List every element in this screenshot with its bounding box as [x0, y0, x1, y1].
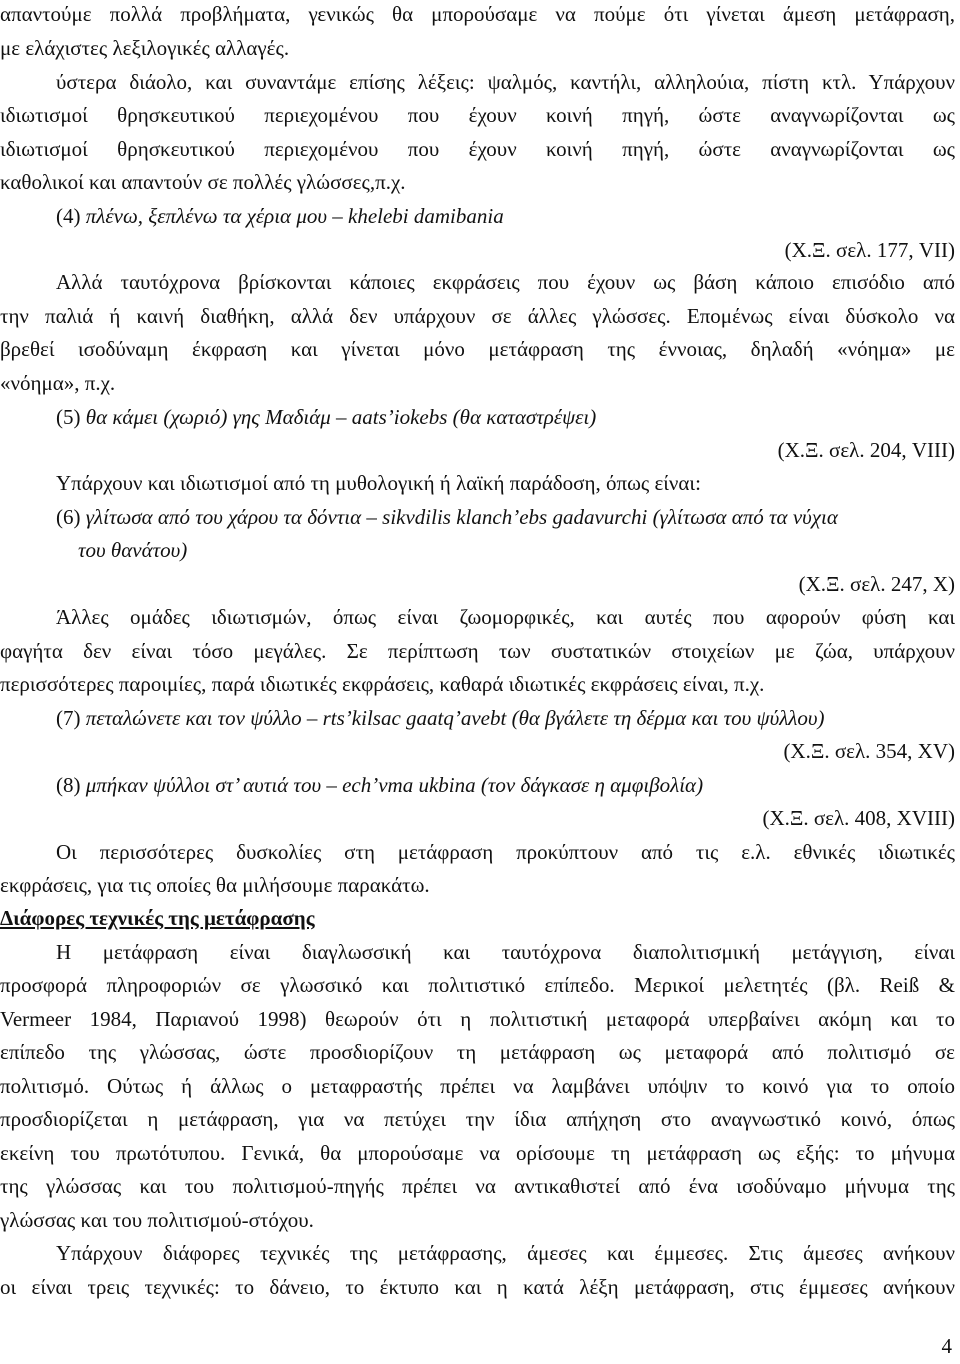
- text-line: Οι περισσότερες δυσκολίες στη μετάφραση προκύπτουν από τις ε.λ. εθνικές ιδιωτικές: [56, 840, 955, 864]
- text-run: (6): [56, 505, 86, 529]
- text-line: της γλώσσας και του πολιτισμού-πηγής πρέπει να αντικαθιστεί από ένα ισοδύναμο μήνυμα της: [0, 1174, 955, 1198]
- text-line: την παλιά ή καινή διαθήκη, αλλά δεν υπάρχουν σε άλλες γλώσσες. Επομένως είναι δύσκολο να: [0, 304, 955, 328]
- text-line: Υπάρχουν και ιδιωτισμοί από τη μυθολογική ή λαϊκή παράδοση, όπως είναι:: [56, 471, 701, 495]
- text-line: «νόημα», π.χ.: [0, 371, 116, 395]
- italic-phrase: πεταλώνετε και τον ψύλλο – rts’kilsac gaatq’avebt (θα βγάλετε τη δέρμα και του ψύλλου): [85, 706, 825, 730]
- text-line: Vermeer 1984, Παριανού 1998) θεωρούν ότι η πολιτιστική μεταφορά υπερβαίνει ακόμη και το: [0, 1007, 955, 1031]
- text-line-rich: ιδιωτισμοί θρησκευτικού περιεχομένου που έχουν κοινή πηγή, ώστε αναγνωρίζονται ως: [0, 103, 955, 127]
- example-reference: (Χ.Ξ. σελ. 408, XVIII): [762, 806, 955, 830]
- example-line: [56, 503, 955, 531]
- text-line: εκείνη του πρωτότυπου. Γενικά, θα μπορούσαμε να ορίσουμε τη μετάφραση ως εξής: το μήνυμα: [0, 1141, 955, 1165]
- text-line: Αλλά ταυτόχρονα βρίσκονται κάποιες εκφράσεις που έχουν ως βάση κάποιο επισόδιο από: [56, 270, 955, 294]
- text-run: (4): [56, 204, 86, 228]
- text-line: Υπάρχουν διάφορες τεχνικές της μετάφρασης, άμεσες και έμμεσες. Στις άμεσες ανήκουν: [56, 1241, 955, 1265]
- text-line: βρεθεί ισοδύναμη έκφραση και γίνεται μόνο μετάφραση της έννοιας, δηλαδή «νόημα» με: [0, 337, 955, 361]
- example-line: [56, 403, 955, 431]
- example-line-continued: του θανάτου): [78, 538, 188, 562]
- text-line: εκφράσεις, για τις οποίες θα μιλήσουμε παρακάτω.: [0, 873, 430, 897]
- text-line: περισσότερες παροιμίες, παρά ιδιωτικές εκφράσεις, καθαρά ιδιωτικές εκφράσεις είναι, π.χ.: [0, 672, 765, 696]
- text-run: (8): [56, 773, 86, 797]
- example-reference: (Χ.Ξ. σελ. 247, X): [798, 572, 955, 596]
- italic-phrase: θα κάμει (χωριό) γης Μαδιάμ – aats’iokebs (θα καταστρέψει): [85, 405, 597, 429]
- text-line: Άλλες ομάδες ιδιωτισμών, όπως είναι ζωομορφικές, και αυτές που αφορούν φύση και: [56, 605, 955, 629]
- text-line: γλώσσας και του πολιτισμού-στόχου.: [0, 1208, 314, 1232]
- section-heading: Διάφορες τεχνικές της μετάφρασης: [0, 906, 315, 930]
- example-reference: (Χ.Ξ. σελ. 177, VII): [784, 238, 955, 262]
- text-line: καθολικοί και απαντούν σε πολλές γλώσσες,π.χ.: [0, 170, 406, 194]
- example-line: [56, 202, 955, 230]
- text-line: επίπεδο της γλώσσας, ώστε προσδιορίζουν τη μετάφραση ως μεταφορά από πολιτισμό σε: [0, 1040, 955, 1064]
- text-line: απαντούμε πολλά προβλήματα, γενικώς θα μπορούσαμε να πούμε ότι γίνεται άμεση μετάφραση,: [0, 2, 955, 26]
- text-line: προσφορά πληροφοριών σε γλωσσικό και πολιτιστικό επίπεδο. Μερικοί μελετητές (βλ. Reiß &: [0, 973, 955, 997]
- text-run: (5): [56, 405, 86, 429]
- example-line: [56, 771, 955, 799]
- text-line-rich: ύστερα διάολο, και συναντάμε επίσης λέξεις: ψαλμός, καντήλι, αλληλούια, πίστη κτλ. Υπάρχουν: [56, 70, 955, 94]
- text-line: Η μετάφραση είναι διαγλωσσική και ταυτόχρονα διαπολιτισμική μετάγγιση, είναι: [56, 940, 955, 964]
- text-line: οι είναι τρεις τεχνικές: το δάνειο, το έκτυπο και η κατά λέξη μετάφραση, στις έμμεσες ανήκουν: [0, 1275, 955, 1299]
- text-line: με ελάχιστες λεξιλογικές αλλαγές.: [0, 36, 290, 60]
- page-number: 4: [941, 1334, 952, 1358]
- italic-phrase: μπήκαν ψύλλοι στ’ αυτιά του – ech’vma ukbina (τον δάγκασε η αμφιβολία): [85, 773, 704, 797]
- example-reference: (Χ.Ξ. σελ. 354, XV): [783, 739, 955, 763]
- italic-phrase: γλίτωσα από του χάρου τα δόντια – sikvdilis klanch’ebs gadavurchi (γλίτωσα από τα νύχια: [85, 505, 838, 529]
- text-run: (7): [56, 706, 86, 730]
- example-line: [56, 704, 955, 732]
- text-line: πολιτισμό. Ούτως ή άλλως ο μεταφραστής πρέπει να λαμβάνει υπόψιν το κοινό για το οποίο: [0, 1074, 955, 1098]
- text-line: φαγήτα δεν είναι τόσο μεγάλες. Σε περίπτωση των συστατικών στοιχείων με ζώα, υπάρχουν: [0, 639, 955, 663]
- example-reference: (Χ.Ξ. σελ. 204, VIII): [777, 438, 955, 462]
- text-line: προσδιορίζεται η μετάφραση, για να πετύχει την ίδια απήχηση στο αναγνωστικό κοινό, όπως: [0, 1107, 955, 1131]
- text-line: ιδιωτισμοί θρησκευτικού περιεχομένου που έχουν κοινή πηγή, ώστε αναγνωρίζονται ως: [0, 137, 955, 161]
- italic-phrase: πλένω, ξεπλένω τα χέρια μου – khelebi damibania: [85, 204, 504, 228]
